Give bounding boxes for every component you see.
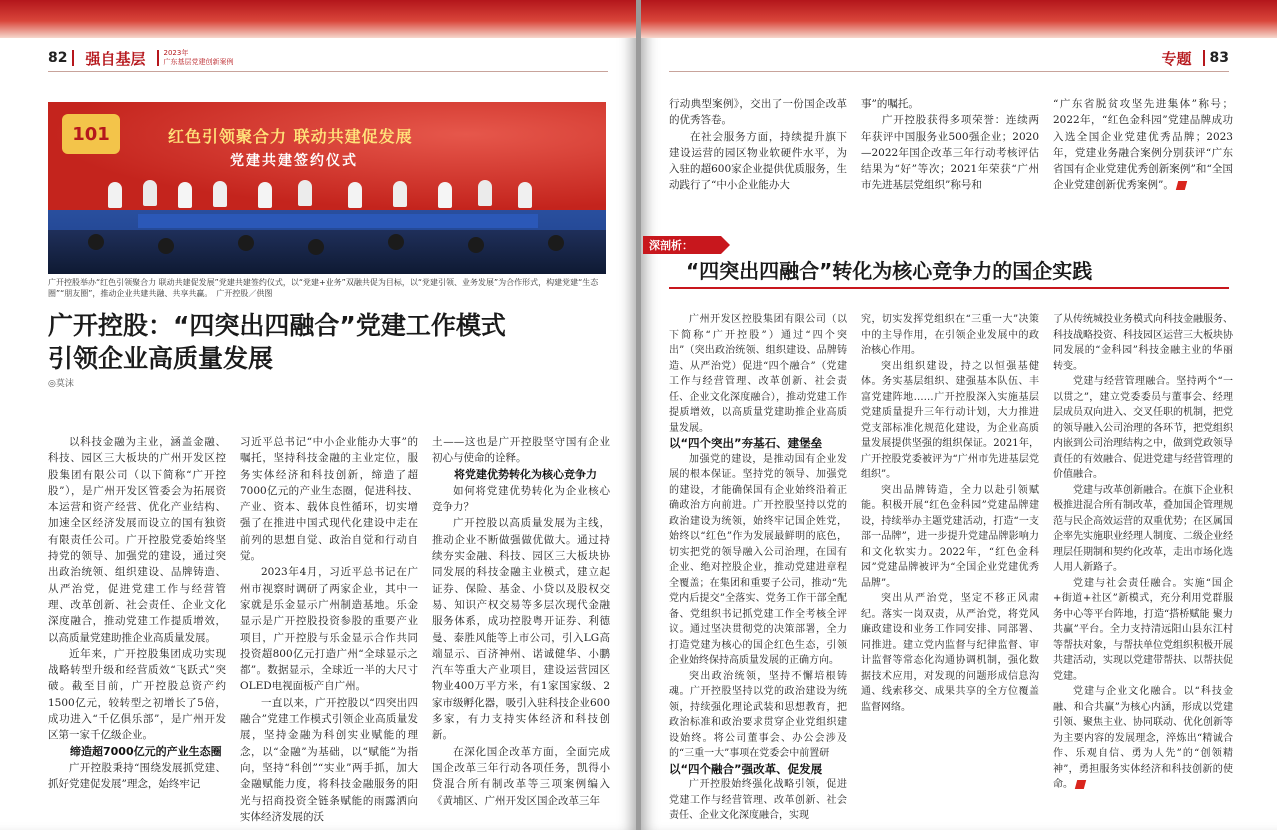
signing-table <box>138 214 538 228</box>
left-page-header <box>48 48 234 68</box>
person <box>258 182 272 208</box>
audience-head <box>238 235 254 251</box>
header-divider <box>72 50 74 66</box>
end-mark-icon <box>1176 181 1187 190</box>
person <box>518 182 532 208</box>
paragraph: 突出组织建设，持之以恒强基健体。务实基层组织、建强基本队伍、丰富党建阵地……广开控股深入实施基层党建质量提升三年行动计划，大力推进党支部标准化规范化建设，为企业高质量发展提供坚强的组织保证。2021年，广开控股党委被评为“广州市先进基层党组织”。 <box>861 360 1039 480</box>
top-column-3 <box>1053 96 1233 200</box>
header-divider <box>1203 50 1205 66</box>
paragraph-text: “广东省脱贫攻坚先进集体”称号；2022年，“红色金科园”党建品牌成功入选全国企业党建优秀品牌；2023年，党建业务融合案例分别获评“广东省国有企业党建优秀创新案例”和“全国企业党建创新优秀案例”。 <box>1053 98 1233 192</box>
header-subtitle <box>164 49 234 67</box>
section-title: 专题 <box>1161 49 1192 68</box>
paragraph: 如何将党建优势转化为企业核心竞争力？ <box>432 484 610 514</box>
paragraph: 近年来，广开控股集团成功实现战略转型升级和经营质效“飞跃式”突破。截至目前，广开控股总资产约1500亿元，较转型之初增长了5倍，成功进入“千亿俱乐部”，是广州开发区第一家千亿级企业。 <box>48 647 226 742</box>
paragraph: 了从传统城投业务模式向科技金融服务、科技战略投资、科技园区运营三大板块协同发展的“金科园”科技金融主业的华丽转变。 <box>1053 314 1233 372</box>
audience-head <box>308 239 324 255</box>
paragraph: 行动典型案例》，交出了一份国企改革的优秀答卷。 <box>669 98 847 127</box>
paragraph: 突出政治统领，坚持不懈培根铸魂。广开控股坚持以党的政治建设为统领，持续强化理论武装和思想教育，把政治标准和政治要求贯穿企业党组织建设始终。将公司董事会、办公会涉及的“三重一大”事项在党委会中前置研 <box>669 670 847 759</box>
paragraph: 2023年4月，习近平总书记在广州市视察时调研了两家企业，其中一家就是乐金显示广州制造基地。乐金显示是广开控股投资参股的重要产业项目，广开控股与乐金显示合作共同投资超800亿元打造广州“全球显示之都”。数据显示，全球近一半的大尺寸OLED电视面板产自广州。 <box>240 566 418 693</box>
analysis-column-2 <box>861 312 1039 826</box>
person <box>478 180 492 206</box>
person <box>438 182 452 208</box>
top-column-2 <box>861 96 1039 200</box>
header-subtitle-text: 广东基层党建创新案例 <box>163 58 234 66</box>
deep-analysis-rule <box>669 287 1229 289</box>
author-byline: ◎莫沫 <box>48 379 74 389</box>
paragraph: 党建与社会责任融合。实施“国企+街道+社区”新模式，充分利用党群服务中心等平台阵地，打造“搭桥赋能 聚力共赢”平台。全力支持清远阳山县东江村等帮扶对象，与帮扶单位党组织积极开展共建活动，实现以党建带帮扶、以帮扶促党建。 <box>1053 577 1233 682</box>
article-column-1 <box>48 434 226 826</box>
right-page-header <box>1156 48 1230 68</box>
audience-head <box>158 238 174 254</box>
page-number: 83 <box>1209 50 1229 66</box>
person <box>298 180 312 206</box>
photo-caption: 广开控股举办“红色引领聚合力 联动共建促发展”党建共建签约仪式，以“党建+业务”双融共促为目标，以“党建引领、业务发展”为合作形式，构建党建“生态圈”“朋友圈”，推动企业共建共融、共享共赢。 广开控股／供图 <box>48 278 599 298</box>
section-subhead: 以“四个融合”强改革、促发展 <box>669 761 823 776</box>
person <box>108 182 122 208</box>
photo-banner-title: 红色引领聚合力 联动共建促发展 <box>168 127 413 146</box>
article-column-3 <box>432 434 610 826</box>
section-title: 强自基层 <box>85 49 146 68</box>
person <box>178 182 192 208</box>
deep-analysis-label: 深剖析： <box>643 236 721 254</box>
paragraph: 突出从严治党，坚定不移正风肃纪。落实一岗双责，从严治党，将党风廉政建设和业务工作同安排、同部署、同推进。建立党内监督与纪律监督、审计监督等常态化沟通协调机制，强化数据技术应用，对发现的问题形成信息沟通、线索移交、成果共享的全方位覆盖监督网络。 <box>861 593 1039 713</box>
paragraph: 广开控股始终强化战略引领，促进党建工作与经营管理、改革创新、社会责任、企业文化深度融合，实现 <box>669 779 847 821</box>
top-color-band <box>0 0 636 38</box>
paragraph: 党建与经营管理融合。坚持两个“一以贯之”，建立党委委员与董事会、经理层成员双向进入、交叉任职的机制，把党的领导融入公司治理的各环节，把党组织内嵌到公司治理结构之中，做到党政领导責任的有效融合、促进党建与经营管理的价值融合。 <box>1053 376 1233 480</box>
section-subhead: 缔造超7000亿元的产业生态圈 <box>70 744 222 758</box>
paragraph: 在深化国企改革方面，全面完成国企改革三年行动各项任务，凯得小贷混合所有制改革等三项案例编入《黄埔区、广州开发区国企改革三年 <box>432 745 610 807</box>
paragraph: 广开控股以高质量发展为主线，推动企业不断做强做优做大。通过持续夯实金融、科技、园区三大板块协同发展的科技金融主业模式，建立起证券、保险、基金、小贷以及股权交易、知识产权交易等多层次现代金融服务体系，成功控股粤开证券、利德曼、泰胜风能等上市公司，引入LG高端显示、百济神州、诺诚健华、小鹏汽车等重大产业项目，建设运营园区物业400万平方米，有1家国家级、2家市级孵化器，吸引入驻科技企业600多家，有力支持实体经济和科技创新。 <box>432 517 610 742</box>
audience-head <box>388 234 404 250</box>
paragraph-text: 党建与企业文化融合。以“科技金融、和合共赢”为核心内涵，形成以党建引领、聚焦主业、协同联动、优化创新等为主要内容的发展理念，淬炼出“精诚合作、乐观自信、勇为人先”的“创领精神”，勇担服务实体经济和科技创新的使命。 <box>1053 686 1233 790</box>
anniversary-logo: 101 <box>62 114 120 154</box>
event-photo <box>48 102 606 274</box>
paragraph: 习近平总书记“中小企业能办大事”的嘱托，坚持科技金融的主业定位，服务实体经济和科技创新，缔造了超7000亿元的产业生态圈，促进科技、产业、资本、载体良性循环，切实增强了在推进中国式现代化建设中走在前列的思想自觉、政治自觉和行动自觉。 <box>240 436 418 563</box>
article-column-2 <box>240 434 418 826</box>
left-page <box>0 0 636 830</box>
top-column-1 <box>669 96 847 200</box>
analysis-column-1 <box>669 312 847 826</box>
top-color-band <box>641 0 1277 38</box>
paragraph <box>1053 96 1233 194</box>
analysis-column-3 <box>1053 312 1233 826</box>
header-rule <box>669 71 1229 72</box>
paragraph: 以科技金融为主业，涵盖金融、科技、园区三大板块的广州开发区控股集团有限公司（以下简称“广开控股”），是广州开发区管委会为拓展资本运营和资产经营、优化产业结构、加速全区经济发展而设立的国有独资有限责任公司。广开控股党委始终坚持党的领导、加强党的建设，通过突出政治统领、组织建设、品牌铸造、从严治党，促进党建工作与经营管理、改革创新、社会责任、企业文化深度融合，推动党建工作提质增效，以高质量党建助推企业高质量发展。 <box>48 436 226 644</box>
paragraph: 加强党的建设，是推动国有企业发展的根本保证。坚持党的领导、加强党的建设，才能确保国有企业始终沿着正确政治方向前进。广开控股坚持以党的政治建设为统领，始终牢记国企姓党，始终以“红色”作为发展最鲜明的底色，切实把党的领导融入公司治理，在国有企业、绝对控股企业，推动党建进章程全覆盖；在集团和重要子公司，推动“先党内后提交”全落实、党务工作干部全配备、党组织书记抓党建工作全考核全评议。通过坚决贯彻党的决策部署，全力打造党建为核心的国企红色生态，引领企业始终保持高质量发展的正确方向。 <box>669 453 847 666</box>
section-subhead: 将党建优势转化为核心竞争力 <box>454 467 597 481</box>
section-subhead: 以“四个突出”夯基石、建堡垒 <box>669 436 823 450</box>
header-divider <box>157 50 159 66</box>
paragraph: 究，切实发挥党组织在“三重一大”决策中的主导作用，在引领企业发展中的政治核心作用。 <box>861 314 1039 356</box>
audience-head <box>548 235 564 251</box>
deep-analysis-title: “四突出四融合”转化为核心竞争力的国企实践 <box>686 259 1093 283</box>
paragraph: 广州开发区控股集团有限公司（以下简称“广开控股”）通过“四个突出”（突出政治统领、组织建设、品牌铸造、从严治党）促进“四个融合”（党建工作与经营管理、改革创新、社会责任、企业文化深度融合），推动党建工作提质增效，以高质量党建助推企业高质量发展。 <box>669 314 847 434</box>
photo-banner-subtitle: 党建共建签约仪式 <box>230 153 358 169</box>
person <box>213 181 227 207</box>
paragraph: 突出品牌铸造，全力以赴引领赋能。积极开展“红色金科园”党建品牌建设，持续举办主题党建活动，打造“一支部一品牌”，进一步提升党建品牌影响力和文化软实力。2022年，“红色金科园”党建品牌被评为“全国企业党建优秀品牌”。 <box>861 484 1039 589</box>
audience-head <box>468 237 484 253</box>
end-mark-icon <box>1075 780 1086 789</box>
paragraph: 广开控股秉持“围绕发展抓党建、抓好党建促发展”理念，始终牢记 <box>48 761 226 791</box>
headline-line-2: 引领企业高质量发展 <box>48 344 274 373</box>
article-headline <box>48 309 608 375</box>
paragraph: 在社会服务方面，持续提升旗下建设运营的园区物业软硬件水平，为入驻的超600家企业提供优质服务，生动践行了“中小企业能办大 <box>669 130 847 192</box>
person <box>348 182 362 208</box>
person <box>143 180 157 206</box>
paragraph: 党建与改革创新融合。在旗下企业积极推进混合所有制改革，叠加国企管理规范与民企高效运营的双重优势；在区属国企率先实施职业经理人制度、二级企业经理层任期制和契约化改革，走出市场化选人用人新路子。 <box>1053 484 1233 573</box>
paragraph: 土——这也是广开控股坚守国有企业初心与使命的诠释。 <box>432 436 610 465</box>
header-subtitle-year: 2023年 <box>163 49 189 57</box>
page-number: 82 <box>48 50 68 66</box>
paragraph <box>1053 684 1233 793</box>
audience-head <box>88 234 104 250</box>
paragraph: 一直以来，广开控股以“四突出四融合”党建工作模式引领企业高质量发展，坚持金融为科创实业赋能的理念，以“金融”为基础，以“赋能”为指向，坚持“科创”“实业”两手抓，加大金融赋能力度，将科技金融服务的阳光与招商投资全链条赋能的雨露洒向实体经济发展的沃 <box>240 696 418 823</box>
person <box>393 181 407 207</box>
header-rule <box>48 71 608 72</box>
paragraph: 事”的嘱托。 <box>861 98 919 110</box>
headline-line-1: 广开控股：“四突出四融合”党建工作模式 <box>48 311 506 340</box>
audience-area <box>48 230 606 274</box>
paragraph: 广开控股获得多项荣誉：连续两年获评中国服务业500强企业；2020—2022年国企改革三年行动考核评估结果为“好”等次；2021年荣获“广州市先进基层党组织”称号和 <box>861 114 1039 192</box>
